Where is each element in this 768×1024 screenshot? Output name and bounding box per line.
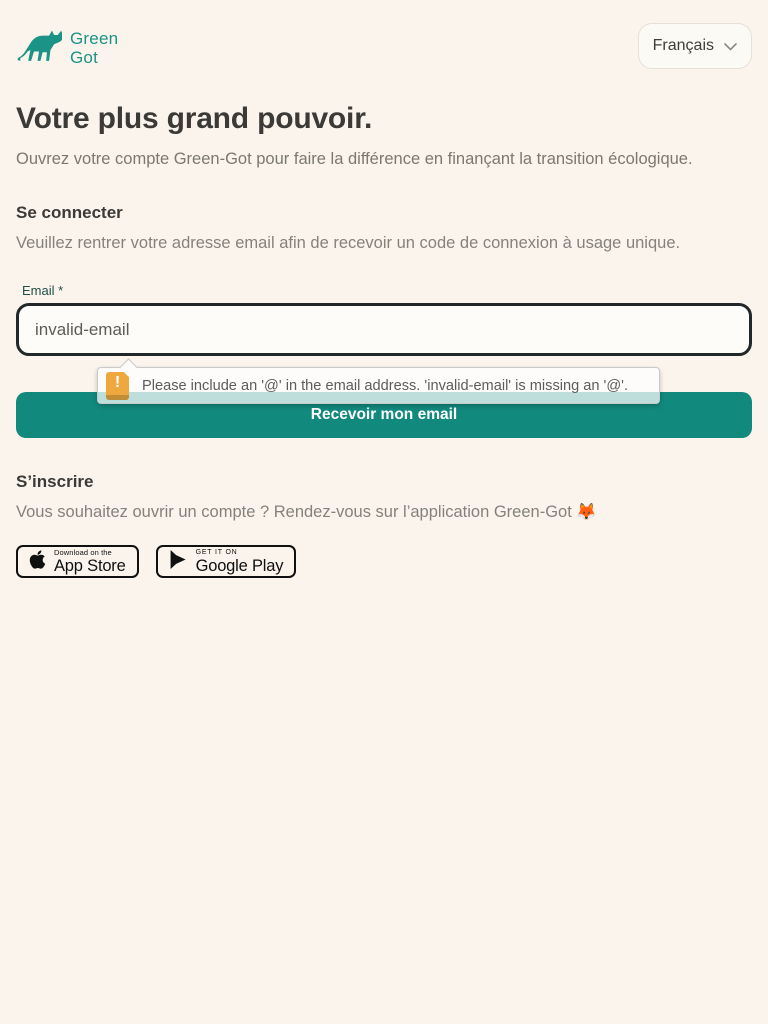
app-store-badge-title: App Store — [54, 557, 126, 575]
language-selector-value: Français — [652, 37, 714, 54]
logo-wordmark — [70, 29, 118, 67]
email-label: Email * — [22, 283, 64, 298]
google-play-badge-title: Google Play — [195, 557, 284, 575]
receive-email-button[interactable]: Recevoir mon email — [16, 392, 752, 438]
green-got-logo[interactable] — [16, 27, 118, 68]
app-store-badge[interactable] — [16, 545, 139, 578]
login-heading: Se connecter — [16, 203, 123, 222]
login-instructions: Veuillez rentrer votre adresse email afin de recevoir un code de connexion à usage unique. — [16, 234, 681, 252]
header — [16, 0, 752, 69]
submit-area — [16, 374, 752, 438]
app-store-badge-tagline: Download on the — [54, 548, 112, 557]
google-play-badge-tagline: GET IT ON — [195, 549, 238, 556]
tooltip-message: Please include an '@' in the email address. 'invalid-email' is missing an '@'. — [142, 377, 628, 394]
google-play-icon — [169, 549, 188, 575]
page-subtitle: Ouvrez votre compte Green-Got pour faire la différence en finançant la transition écologique. — [16, 150, 693, 168]
warning-icon: ! — [106, 372, 129, 400]
fox-logo-icon — [16, 27, 62, 68]
logo-word-green: Green — [70, 28, 119, 48]
email-field[interactable] — [16, 303, 752, 356]
page-title: Votre plus grand pouvoir. — [16, 102, 373, 135]
apple-icon — [29, 549, 46, 575]
language-selector[interactable] — [638, 23, 752, 69]
signup-heading: S’inscrire — [16, 472, 94, 491]
signup-text: Vous souhaitez ouvrir un compte ? Rendez-vous sur l’application Green-Got 🦊 — [16, 503, 597, 521]
chevron-down-icon — [724, 38, 737, 56]
logo-word-got: Got — [70, 47, 99, 67]
google-play-badge[interactable] — [156, 545, 297, 578]
email-validation-tooltip — [97, 367, 660, 404]
store-badges — [16, 545, 752, 578]
